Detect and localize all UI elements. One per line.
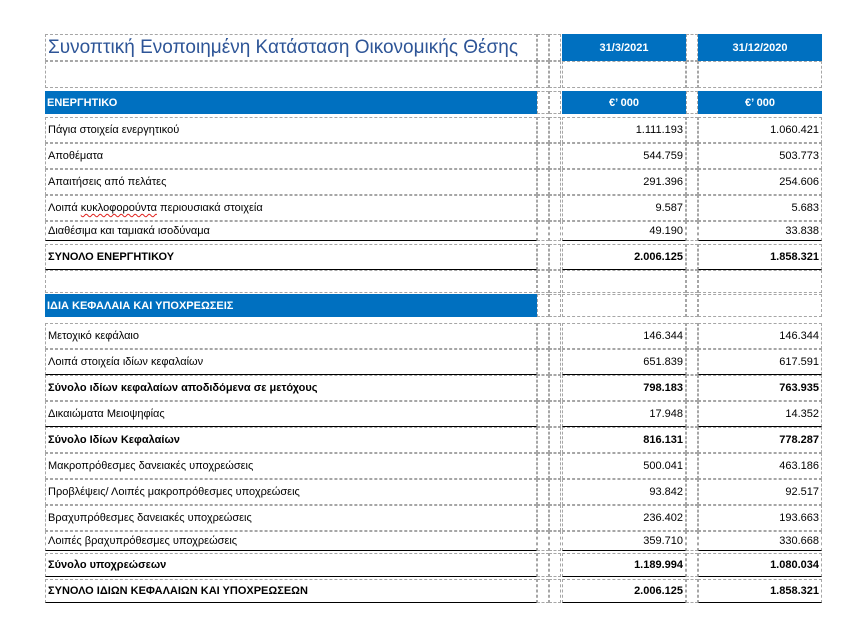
- spacer-cell: [549, 505, 561, 531]
- equity-total-2020: 778.287: [698, 427, 822, 453]
- spacer-cell: [537, 375, 549, 401]
- spacer-cell: [549, 143, 561, 169]
- page-title: Συνοπτική Ενοποιημένη Κατάσταση Οικονομικής Θέσης: [45, 34, 537, 61]
- spacer-cell: [686, 553, 698, 577]
- spacer-cell: [686, 427, 698, 453]
- equity-value-2020: 14.352: [698, 401, 822, 427]
- spacer-cell: [549, 34, 561, 61]
- spacer-cell: [686, 195, 698, 221]
- spacer-cell: [549, 375, 561, 401]
- spacer-cell: [549, 401, 561, 427]
- spacer-cell: [537, 195, 549, 221]
- spacer-cell: [537, 61, 549, 88]
- spacer-cell: [686, 453, 698, 479]
- spacer-cell: [549, 270, 561, 293]
- equity-row-label: Μετοχικό κεφάλαιο: [45, 323, 537, 349]
- spacer-cell: [537, 401, 549, 427]
- spacer-cell: [686, 117, 698, 143]
- spacer-cell: [537, 427, 549, 453]
- spacer-cell: [549, 579, 561, 603]
- equity-subtotal-label: Σύνολο ιδίων κεφαλαίων αποδιδόμενα σε μετόχους: [45, 375, 537, 401]
- asset-value-2020: 254.606: [698, 169, 822, 195]
- spacer-cell: [537, 479, 549, 505]
- spacer-cell: [549, 169, 561, 195]
- equity-row-label: Δικαιώματα Μειοψηφίας: [45, 401, 537, 427]
- liability-value-2020: 463.186: [698, 453, 822, 479]
- liabilities-total-2020: 1.080.034: [698, 553, 822, 577]
- spacer-cell: [549, 349, 561, 375]
- empty-cell: [698, 270, 822, 293]
- spacer-cell: [549, 479, 561, 505]
- equity-subtotal-2020: 763.935: [698, 375, 822, 401]
- spacer-cell: [549, 195, 561, 221]
- assets-total-label: ΣΥΝΟΛΟ ΕΝΕΡΓΗΤΙΚΟΥ: [45, 244, 537, 270]
- equity-value-2021: 146.344: [562, 323, 686, 349]
- asset-row-label: Διαθέσιμα και ταμιακά ισοδύναμα: [45, 221, 537, 241]
- spacer-cell: [549, 427, 561, 453]
- spacer-cell: [537, 270, 549, 293]
- empty-cell: [45, 61, 537, 88]
- spacer-cell: [537, 169, 549, 195]
- spacer-cell: [686, 221, 698, 241]
- spacer-cell: [549, 91, 561, 114]
- grand-total-2021: 2.006.125: [562, 579, 686, 603]
- spacer-cell: [537, 453, 549, 479]
- column-header-2020: 31/12/2020: [698, 34, 822, 61]
- grand-total-2020: 1.858.321: [698, 579, 822, 603]
- label-part: περιουσιακά στοιχεία: [156, 202, 263, 214]
- liability-row-label: Βραχυπρόθεσμες δανειακές υποχρεώσεις: [45, 505, 537, 531]
- liability-value-2020: 330.668: [698, 531, 822, 551]
- spacer-cell: [537, 579, 549, 603]
- asset-row-label: [45, 195, 537, 221]
- liability-row-label: Λοιπές βραχυπρόθεσμες υποχρεώσεις: [45, 531, 537, 551]
- spacer-cell: [686, 479, 698, 505]
- equity-value-2020: 146.344: [698, 323, 822, 349]
- section-header-assets: ΕΝΕΡΓΗΤΙΚΟ: [45, 91, 537, 114]
- asset-value-2021: 544.759: [562, 143, 686, 169]
- assets-total-2021: 2.006.125: [562, 244, 686, 270]
- empty-cell: [45, 270, 537, 293]
- spacer-cell: [549, 221, 561, 241]
- spacer-cell: [686, 143, 698, 169]
- spacer-cell: [686, 579, 698, 603]
- liability-value-2021: 359.710: [562, 531, 686, 551]
- spacer-cell: [537, 244, 549, 270]
- spacer-cell: [686, 401, 698, 427]
- asset-value-2020: 5.683: [698, 195, 822, 221]
- equity-total-2021: 816.131: [562, 427, 686, 453]
- liabilities-total-2021: 1.189.994: [562, 553, 686, 577]
- liability-value-2021: 236.402: [562, 505, 686, 531]
- empty-cell: [698, 61, 822, 88]
- equity-row-label: Λοιπά στοιχεία ιδίων κεφαλαίων: [45, 349, 537, 375]
- spacer-cell: [549, 531, 561, 551]
- spacer-cell: [549, 453, 561, 479]
- empty-cell: [562, 270, 686, 293]
- empty-cell: [562, 61, 686, 88]
- asset-value-2020: 503.773: [698, 143, 822, 169]
- equity-subtotal-2021: 798.183: [562, 375, 686, 401]
- spacer-cell: [537, 323, 549, 349]
- asset-value-2020: 33.838: [698, 221, 822, 241]
- spacer-cell: [537, 505, 549, 531]
- spacer-cell: [549, 323, 561, 349]
- asset-row-label: Απαιτήσεις από πελάτες: [45, 169, 537, 195]
- spacer-cell: [537, 553, 549, 577]
- spacer-cell: [549, 117, 561, 143]
- spacer-cell: [686, 349, 698, 375]
- spacer-cell: [537, 221, 549, 241]
- spellcheck-word[interactable]: κυκλοφορούντα: [80, 202, 157, 214]
- spacer-cell: [537, 531, 549, 551]
- liability-value-2020: 193.663: [698, 505, 822, 531]
- spacer-cell: [549, 61, 561, 88]
- equity-value-2021: 17.948: [562, 401, 686, 427]
- grand-total-label: ΣΥΝΟΛΟ ΙΔΙΩΝ ΚΕΦΑΛΑΙΩΝ ΚΑΙ ΥΠΟΧΡΕΩΣΕΩΝ: [45, 579, 537, 603]
- spacer-cell: [686, 505, 698, 531]
- liability-row-label: Προβλέψεις/ Λοιπές μακροπρόθεσμες υποχρεώσεις: [45, 479, 537, 505]
- spacer-cell: [549, 294, 561, 317]
- asset-row-label: Αποθέματα: [45, 143, 537, 169]
- asset-value-2021: 291.396: [562, 169, 686, 195]
- assets-total-2020: 1.858.321: [698, 244, 822, 270]
- spacer-cell: [686, 323, 698, 349]
- spacer-cell: [686, 34, 698, 61]
- liability-value-2020: 92.517: [698, 479, 822, 505]
- spacer-cell: [537, 91, 549, 114]
- spacer-cell: [686, 169, 698, 195]
- asset-value-2021: 1.111.193: [562, 117, 686, 143]
- spacer-cell: [686, 270, 698, 293]
- asset-row-label: Πάγια στοιχεία ενεργητικού: [45, 117, 537, 143]
- spacer-cell: [537, 294, 549, 317]
- spacer-cell: [537, 34, 549, 61]
- liability-row-label: Μακροπρόθεσμες δανειακές υποχρεώσεις: [45, 453, 537, 479]
- section-header-equity: ΙΔΙΑ ΚΕΦΑΛΑΙΑ ΚΑΙ ΥΠΟΧΡΕΩΣΕΙΣ: [45, 294, 537, 317]
- liability-value-2021: 500.041: [562, 453, 686, 479]
- label-part: Λοιπά: [48, 202, 81, 214]
- asset-value-2021: 9.587: [562, 195, 686, 221]
- equity-total-label: Σύνολο Ιδίων Κεφαλαίων: [45, 427, 537, 453]
- spacer-cell: [537, 117, 549, 143]
- liabilities-total-label: Σύνολο υποχρεώσεων: [45, 553, 537, 577]
- spacer-cell: [686, 91, 698, 114]
- spacer-cell: [537, 143, 549, 169]
- equity-value-2021: 651.839: [562, 349, 686, 375]
- asset-value-2020: 1.060.421: [698, 117, 822, 143]
- column-header-2021: 31/3/2021: [562, 34, 686, 61]
- currency-label-2020: €’ 000: [698, 91, 822, 114]
- spacer-cell: [537, 349, 549, 375]
- spacer-cell: [686, 244, 698, 270]
- asset-value-2021: 49.190: [562, 221, 686, 241]
- empty-cell: [698, 294, 822, 317]
- spacer-cell: [686, 375, 698, 401]
- spacer-cell: [686, 61, 698, 88]
- spacer-cell: [549, 553, 561, 577]
- spacer-cell: [549, 244, 561, 270]
- equity-value-2020: 617.591: [698, 349, 822, 375]
- empty-cell: [562, 294, 686, 317]
- currency-label-2021: €’ 000: [562, 91, 686, 114]
- spacer-cell: [686, 294, 698, 317]
- spacer-cell: [686, 531, 698, 551]
- liability-value-2021: 93.842: [562, 479, 686, 505]
